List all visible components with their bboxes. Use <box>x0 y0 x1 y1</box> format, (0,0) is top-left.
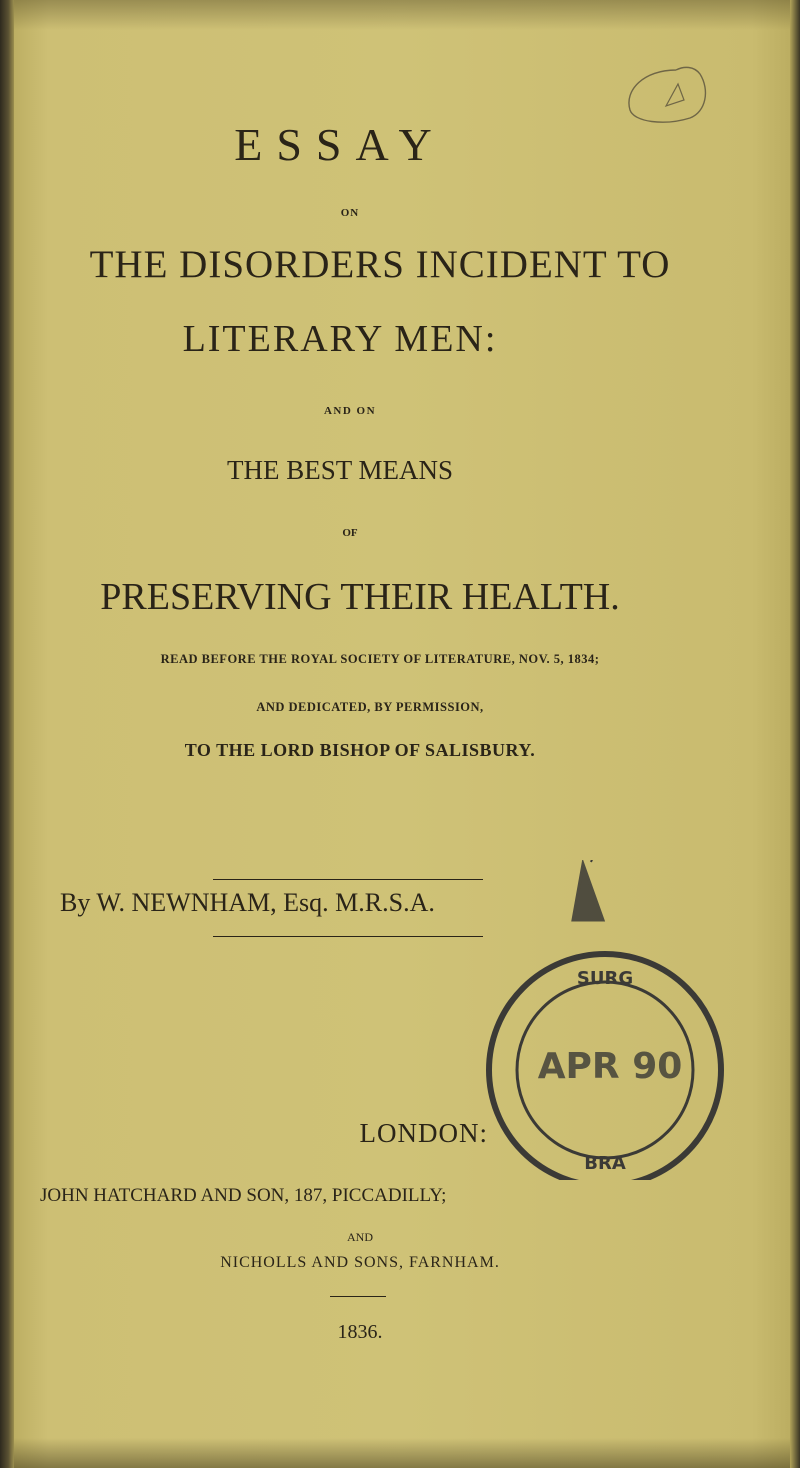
and-text: AND <box>347 1230 373 1244</box>
top-shadow <box>0 0 800 30</box>
bottom-shadow <box>0 1438 800 1468</box>
read-before-text: READ BEFORE THE ROYAL SOCIETY OF LITERATURE, NOV. 5, 1834; <box>160 652 600 666</box>
london-text: LONDON: <box>359 1118 488 1148</box>
best-means-text: THE BEST MEANS <box>226 455 454 485</box>
publisher-line: JOHN HATCHARD AND SON, 187, PICCADILLY; <box>40 1185 447 1206</box>
of-word: OF <box>342 527 358 539</box>
essay-heading: ESSAY <box>234 119 446 170</box>
title-line-1: THE DISORDERS INCIDENT TO <box>89 243 671 286</box>
bishop-text: TO THE LORD BISHOP OF SALISBURY. <box>184 740 536 760</box>
on-word: ON <box>340 207 360 219</box>
preserving-health-text: PRESERVING THEIR HEALTH. <box>100 576 620 618</box>
pencil-mark-icon <box>604 60 714 130</box>
nicholls-line: NICHOLLS AND SONS, FARNHAM. <box>220 1254 500 1271</box>
stamp-bottom-text: BRA <box>584 1153 626 1174</box>
and-on-text: AND ON <box>323 405 377 417</box>
library-stamp-icon <box>455 860 725 1180</box>
page-right-edge <box>790 0 800 1468</box>
rule-above-year <box>330 1296 386 1297</box>
book-spine-edge <box>0 0 14 1468</box>
year-text: 1836. <box>337 1321 383 1343</box>
rule-below-author <box>213 936 483 937</box>
rule-above-author <box>213 879 483 880</box>
author-line: By W. NEWNHAM, Esq. M.R.S.A. <box>60 888 435 917</box>
dedication-text: AND DEDICATED, BY PERMISSION, <box>256 700 484 714</box>
stamp-top-text: SURG <box>576 968 634 989</box>
stamp-center-text: APR 90 <box>537 1046 683 1087</box>
title-line-2: LITERARY MEN: <box>182 318 498 360</box>
